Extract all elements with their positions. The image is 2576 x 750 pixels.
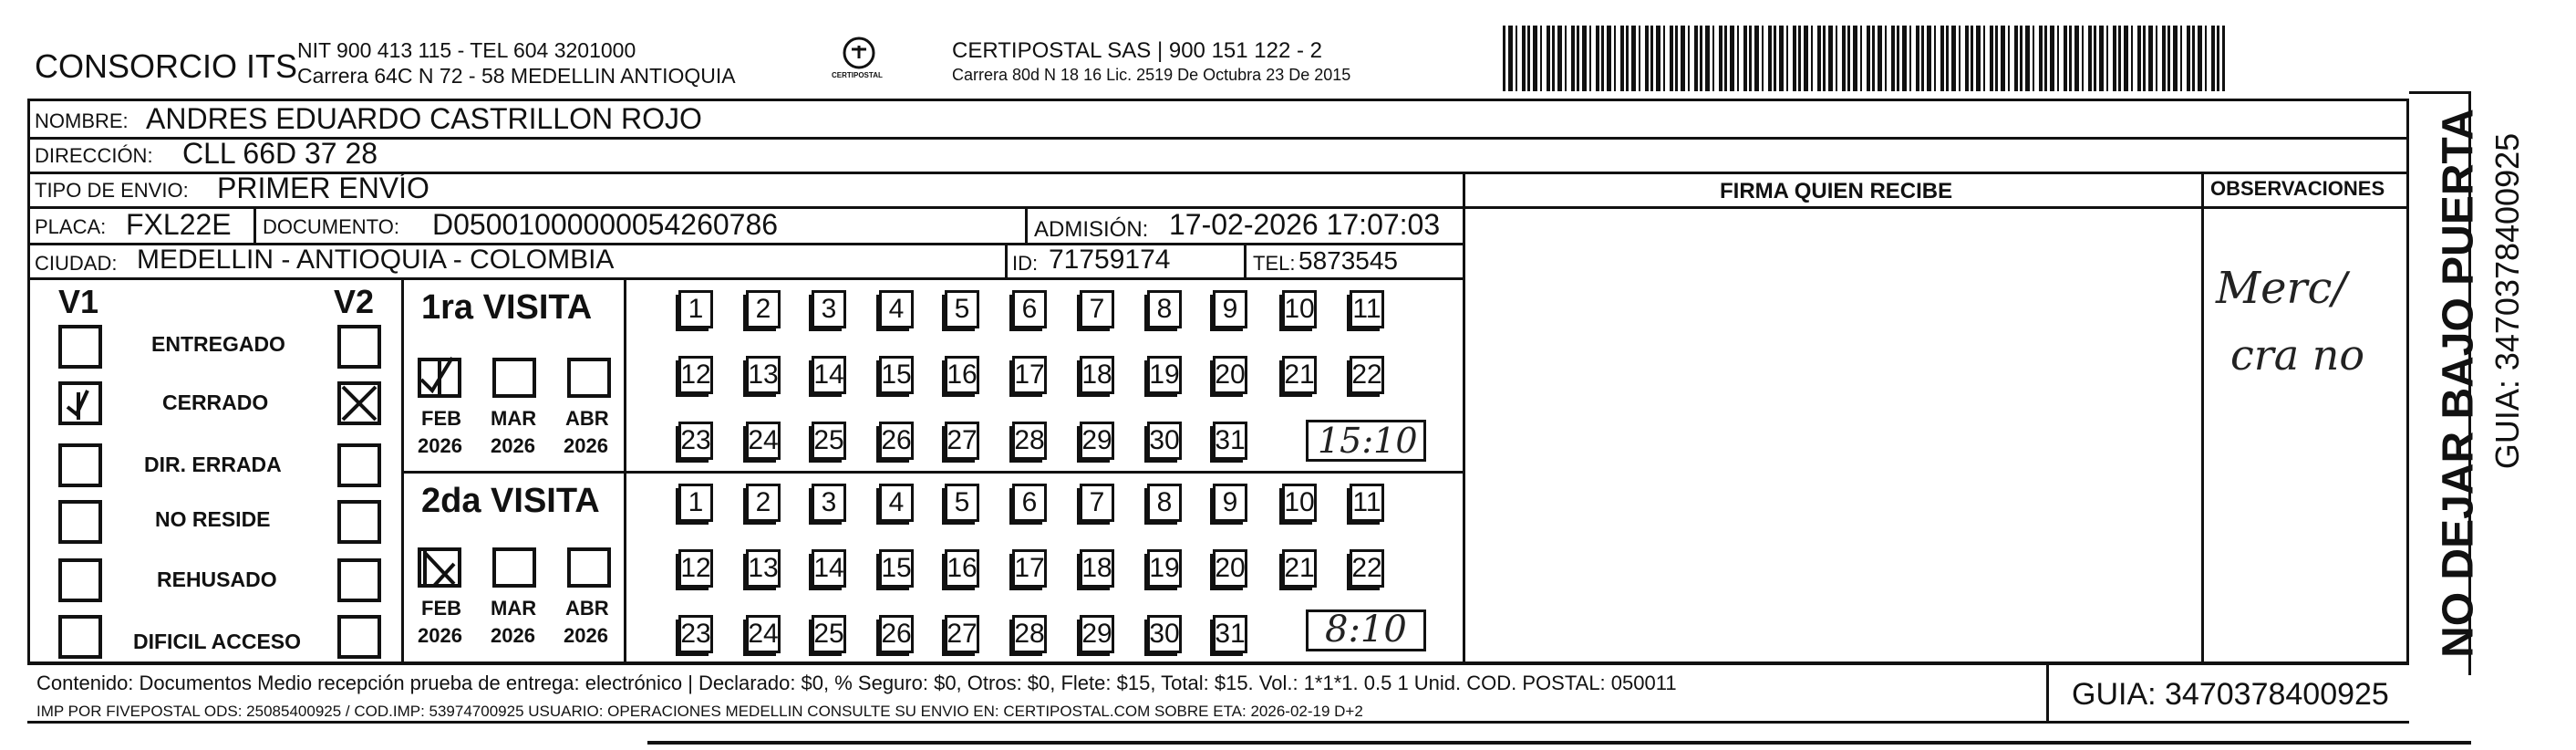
- first-visit-day-23[interactable]: 23: [678, 422, 713, 460]
- placa-label: PLACA:: [35, 215, 107, 238]
- v2-checkbox-no-reside[interactable]: [337, 500, 381, 544]
- second-visit-day-23[interactable]: 23: [678, 615, 713, 653]
- first-visit-feb-handmark: [416, 352, 463, 400]
- v1-label: V1: [58, 283, 99, 320]
- second-visit-day-25[interactable]: 25: [812, 615, 846, 653]
- first-visit-day-4[interactable]: 4: [879, 290, 914, 328]
- v1-checkbox-rehusado[interactable]: [58, 558, 102, 602]
- second-visit-abr-label: ABR: [565, 597, 609, 620]
- first-visit-title: 1ra VISITA: [421, 288, 593, 327]
- first-visit-day-29[interactable]: 29: [1080, 422, 1114, 460]
- status-entregado: ENTREGADO: [151, 332, 285, 356]
- second-visit-day-28[interactable]: 28: [1012, 615, 1047, 653]
- first-visit-day-17[interactable]: 17: [1012, 356, 1047, 394]
- header-underline: [1463, 206, 2409, 209]
- second-visit-feb-handmark: [418, 546, 465, 593]
- second-visit-day-4[interactable]: 4: [879, 484, 914, 522]
- row-divider: [27, 662, 2409, 665]
- second-visit-day-31[interactable]: 31: [1213, 615, 1247, 653]
- nombre-value: ANDRES EDUARDO CASTRILLON ROJO: [146, 102, 702, 135]
- certipostal-logo: [832, 33, 886, 91]
- v1-checkbox-no-reside[interactable]: [58, 500, 102, 544]
- second-visit-feb-label: FEB: [421, 597, 461, 620]
- first-visit-day-9[interactable]: 9: [1213, 290, 1247, 328]
- row-divider: [27, 277, 1463, 280]
- direccion-label: DIRECCIÓN:: [35, 144, 153, 167]
- first-visit-time-box[interactable]: [1306, 420, 1426, 462]
- second-visit-day-21[interactable]: 21: [1282, 549, 1317, 588]
- row-divider: [27, 137, 2409, 140]
- v1-checkbox-entregado[interactable]: [58, 325, 102, 369]
- footer-contenido: Contenido: Documentos Medio recepción prueba de entrega: electrónico | Declarado: $0, % Seguro: $0, Otros: $0, Flete: $15, Total: $15. Vol.: 1*1*1. 0.5 1 Unid. COD. POSTAL: 050011: [36, 672, 1677, 694]
- v1-checkbox-dificil-acceso[interactable]: [58, 615, 102, 659]
- status-cerrado: CERRADO: [162, 391, 269, 414]
- firma-header: FIRMA QUIEN RECIBE: [1720, 179, 1953, 203]
- footer-guia: GUIA: 3470378400925: [2072, 677, 2389, 712]
- status-rehusado: REHUSADO: [157, 568, 277, 591]
- first-visit-day-16[interactable]: 16: [945, 356, 979, 394]
- first-visit-day-13[interactable]: 13: [746, 356, 781, 394]
- logo-text: CERTIPOSTAL: [832, 71, 883, 79]
- second-visit-month-mar[interactable]: [492, 547, 536, 588]
- second-visit-mar-label: MAR: [491, 597, 537, 620]
- first-visit-day-3[interactable]: 3: [812, 290, 846, 328]
- second-visit-day-24[interactable]: 24: [746, 615, 781, 653]
- v2-label: V2: [334, 283, 375, 320]
- first-visit-day-5[interactable]: 5: [945, 290, 979, 328]
- first-visit-day-18[interactable]: 18: [1080, 356, 1114, 394]
- second-visit-day-29[interactable]: 29: [1080, 615, 1114, 653]
- first-visit-day-20[interactable]: 20: [1213, 356, 1247, 394]
- footer-base: [647, 741, 2471, 745]
- v2-cerrado-printed-x: [337, 381, 381, 425]
- second-visit-day-5[interactable]: 5: [945, 484, 979, 522]
- first-visit-month-abr[interactable]: [567, 358, 611, 398]
- certipostal-address: Carrera 80d N 18 16 Lic. 2519 De Octubra 23 De 2015: [952, 66, 1351, 84]
- v1-checkbox-dir-errada[interactable]: [58, 443, 102, 487]
- first-visit-day-15[interactable]: 15: [879, 356, 914, 394]
- second-visit-day-20[interactable]: 20: [1213, 549, 1247, 588]
- first-visit-day-11[interactable]: 11: [1350, 290, 1384, 328]
- second-visit-day-27[interactable]: 27: [945, 615, 979, 653]
- second-visit-day-18[interactable]: 18: [1080, 549, 1114, 588]
- company-address: Carrera 64C N 72 - 58 MEDELLIN ANTIOQUIA: [297, 64, 736, 88]
- second-visit-day-14[interactable]: 14: [812, 549, 846, 588]
- footer-bottom: [27, 721, 2409, 724]
- first-visit-time: 15:10: [1318, 421, 1418, 461]
- first-visit-day-24[interactable]: 24: [746, 422, 781, 460]
- first-visit-day-21[interactable]: 21: [1282, 356, 1317, 394]
- col-divider: [253, 206, 256, 243]
- id-value: 71759174: [1049, 245, 1171, 275]
- nombre-label: NOMBRE:: [35, 109, 129, 132]
- first-visit-day-6[interactable]: 6: [1012, 290, 1047, 328]
- visit-divider: [401, 471, 1463, 474]
- col-divider: [1463, 172, 1465, 662]
- first-visit-year-mar: 2026: [491, 434, 535, 457]
- second-visit-day-6[interactable]: 6: [1012, 484, 1047, 522]
- first-visit-day-8[interactable]: 8: [1147, 290, 1182, 328]
- first-visit-day-30[interactable]: 30: [1147, 422, 1182, 460]
- nit-line: NIT 900 413 115 - TEL 604 3201000: [297, 38, 636, 62]
- second-visit-day-15[interactable]: 15: [879, 549, 914, 588]
- tel-value: 5873545: [1298, 246, 1399, 275]
- v2-checkbox-entregado[interactable]: [337, 325, 381, 369]
- second-visit-day-7[interactable]: 7: [1080, 484, 1114, 522]
- first-visit-month-mar[interactable]: [492, 358, 536, 398]
- col-divider: [1025, 206, 1028, 243]
- visit-section-left: [401, 277, 404, 662]
- id-label: ID:: [1012, 252, 1039, 275]
- second-visit-day-19[interactable]: 19: [1147, 549, 1182, 588]
- handwritten-observation-line2: cra no: [2230, 330, 2365, 380]
- first-visit-day-14[interactable]: 14: [812, 356, 846, 394]
- second-visit-day-1[interactable]: 1: [678, 484, 713, 522]
- tel-label: TEL:: [1253, 252, 1296, 275]
- first-visit-day-1[interactable]: 1: [678, 290, 713, 328]
- second-visit-day-13[interactable]: 13: [746, 549, 781, 588]
- direccion-value: CLL 66D 37 28: [182, 137, 378, 170]
- footer-divider: [2046, 662, 2049, 721]
- certipostal-line: CERTIPOSTAL SAS | 900 151 122 - 2: [952, 38, 1322, 63]
- no-dejar-bajo-puerta: NO DEJAR BAJO PUERTA: [2434, 109, 2483, 658]
- second-visit-year-mar: 2026: [491, 624, 535, 647]
- second-visit-day-2[interactable]: 2: [746, 484, 781, 522]
- first-visit-day-25[interactable]: 25: [812, 422, 846, 460]
- second-visit-day-16[interactable]: 16: [945, 549, 979, 588]
- v2-checkbox-dificil-acceso[interactable]: [337, 615, 381, 659]
- first-visit-year-abr: 2026: [564, 434, 608, 457]
- second-visit-month-abr[interactable]: [567, 547, 611, 588]
- side-guia: GUIA: 3470378400925: [2488, 132, 2526, 470]
- col-divider: [1005, 243, 1008, 277]
- second-visit-day-10[interactable]: 10: [1282, 484, 1317, 522]
- documento-label: DOCUMENTO:: [263, 215, 399, 238]
- first-visit-day-28[interactable]: 28: [1012, 422, 1047, 460]
- first-visit-day-7[interactable]: 7: [1080, 290, 1114, 328]
- second-visit-year-abr: 2026: [564, 624, 608, 647]
- v2-checkbox-rehusado[interactable]: [337, 558, 381, 602]
- admision-value: 17-02-2026 17:07:03: [1169, 208, 1441, 241]
- second-visit-time: 8:10: [1325, 609, 1407, 651]
- ciudad-label: CIUDAD:: [35, 252, 118, 275]
- company-name: CONSORCIO ITS: [35, 47, 298, 85]
- first-visit-year-feb: 2026: [418, 434, 462, 457]
- tipo-value: PRIMER ENVÍO: [217, 172, 429, 204]
- v2-checkbox-dir-errada[interactable]: [337, 443, 381, 487]
- col-divider: [2201, 172, 2204, 662]
- first-visit-day-31[interactable]: 31: [1213, 422, 1247, 460]
- barcode: [1503, 26, 2225, 91]
- second-visit-day-22[interactable]: 22: [1350, 549, 1384, 588]
- second-visit-day-26[interactable]: 26: [879, 615, 914, 653]
- second-visit-day-17[interactable]: 17: [1012, 549, 1047, 588]
- first-visit-day-27[interactable]: 27: [945, 422, 979, 460]
- second-visit-day-9[interactable]: 9: [1213, 484, 1247, 522]
- first-visit-mar-label: MAR: [491, 407, 537, 430]
- first-visit-day-12[interactable]: 12: [678, 356, 713, 394]
- first-visit-day-19[interactable]: 19: [1147, 356, 1182, 394]
- ciudad-value: MEDELLIN - ANTIOQUIA - COLOMBIA: [137, 245, 615, 275]
- handwritten-observation-line1: Merc/: [2216, 263, 2347, 314]
- first-visit-day-26[interactable]: 26: [879, 422, 914, 460]
- second-visit-year-feb: 2026: [418, 624, 462, 647]
- observaciones-header: OBSERVACIONES: [2210, 177, 2385, 200]
- placa-value: FXL22E: [126, 208, 232, 241]
- first-visit-day-2[interactable]: 2: [746, 290, 781, 328]
- second-visit-day-12[interactable]: 12: [678, 549, 713, 588]
- status-dificil-acceso: DIFICIL ACCESO: [133, 630, 302, 653]
- col-divider: [1244, 243, 1247, 277]
- second-visit-day-3[interactable]: 3: [812, 484, 846, 522]
- second-visit-day-11[interactable]: 11: [1350, 484, 1384, 522]
- tipo-label: TIPO DE ENVIO:: [35, 179, 189, 202]
- second-visit-day-8[interactable]: 8: [1147, 484, 1182, 522]
- v1-cerrado-handmark: [60, 383, 104, 427]
- second-visit-title: 2da VISITA: [421, 482, 600, 520]
- footer-imp: IMP POR FIVEPOSTAL ODS: 25085400925 / COD.IMP: 53974700925 USUARIO: OPERACIONES MEDELLIN CONSULTE SU ENVIO EN: CERTIPOSTAL.COM SOBRE ETA: 2026-02-19 D+2: [36, 703, 1363, 720]
- first-visit-abr-label: ABR: [565, 407, 609, 430]
- first-visit-day-10[interactable]: 10: [1282, 290, 1317, 328]
- visit-section-right: [624, 277, 626, 662]
- first-visit-day-22[interactable]: 22: [1350, 356, 1384, 394]
- status-no-reside: NO RESIDE: [155, 507, 271, 531]
- second-visit-time-box[interactable]: [1306, 609, 1426, 651]
- first-visit-feb-label: FEB: [421, 407, 461, 430]
- documento-value: D05001000000054260786: [432, 208, 779, 241]
- status-dir-errada: DIR. ERRADA: [144, 453, 282, 476]
- second-visit-day-30[interactable]: 30: [1147, 615, 1182, 653]
- admision-label: ADMISIÓN:: [1034, 217, 1149, 242]
